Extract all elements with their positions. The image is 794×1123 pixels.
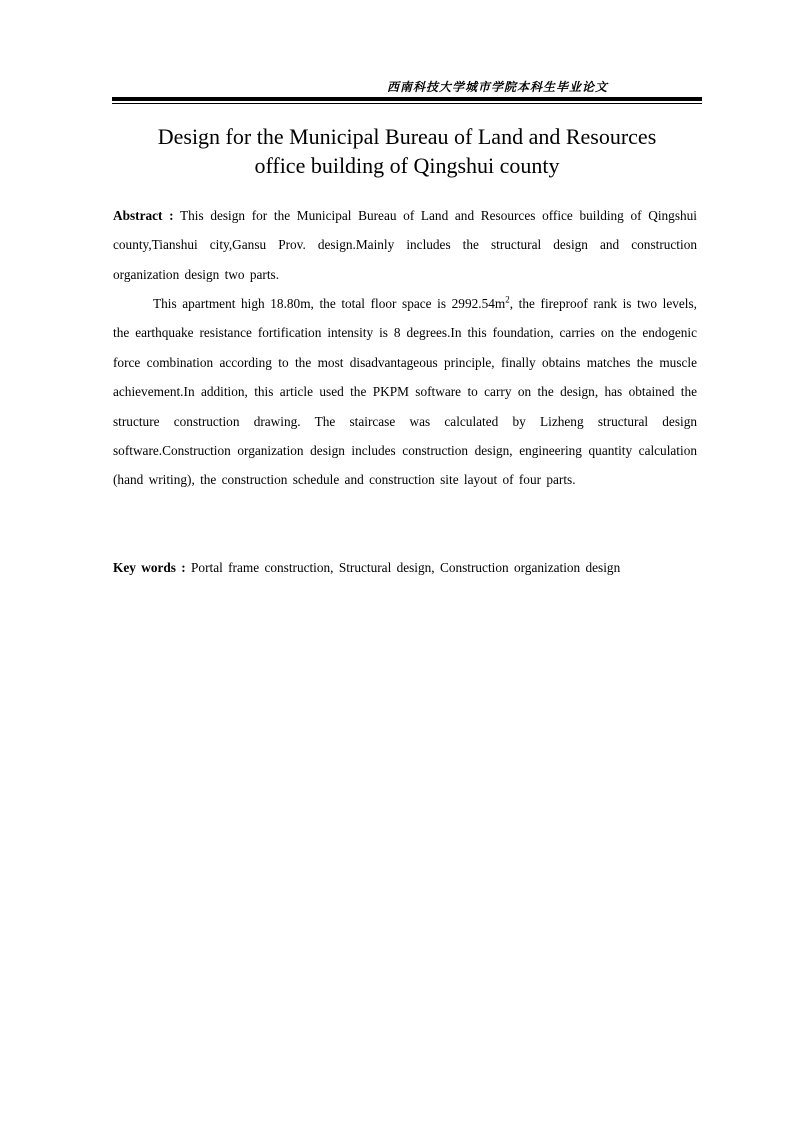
abstract-paragraph	[113, 201, 697, 289]
keywords-text: Portal frame construction, Structural design, Construction organization design	[191, 560, 621, 575]
abstract-para2-text-end: , the fireproof rank is two levels, the earthquake resistance fortification intensity is 8 degrees.In this foundation, carries on the endogenic force combination according to the most disadvantageous principle, finally obtains matches the muscle achievement.In addition, this article used the PKPM software to carry on the design, has obtained the structure construction drawing. The staircase was calculated by Lizheng structural design software.Construction organization design includes construction design, engineering quantity calculation (hand writing), the construction schedule and construction site layout of four parts.	[113, 296, 697, 488]
header-rule-thin	[112, 103, 702, 104]
keywords-paragraph	[113, 553, 697, 582]
abstract-label: Abstract :	[113, 208, 174, 223]
keywords-label: Key words :	[113, 560, 186, 575]
title-line-1: Design for the Municipal Bureau of Land and Resources	[157, 124, 657, 149]
running-header: 西南科技大学城市学院本科生毕业论文	[386, 80, 608, 94]
abstract-para2-text-start: This apartment high 18.80m, the total floor space is 2992.54m	[153, 296, 506, 311]
title-line-2: office building of Qingshui county	[254, 153, 560, 178]
header-rule-thick	[112, 97, 702, 101]
abstract-paragraph-2	[113, 289, 697, 495]
superscript-2: 2	[505, 294, 510, 305]
abstract-text: This design for the Municipal Bureau of Land and Resources office building of Qingshui county,Tianshui city,Gansu Prov. design.Mainly includes the structural design and construction organization design two parts.	[113, 208, 697, 282]
thesis-title	[112, 122, 702, 180]
